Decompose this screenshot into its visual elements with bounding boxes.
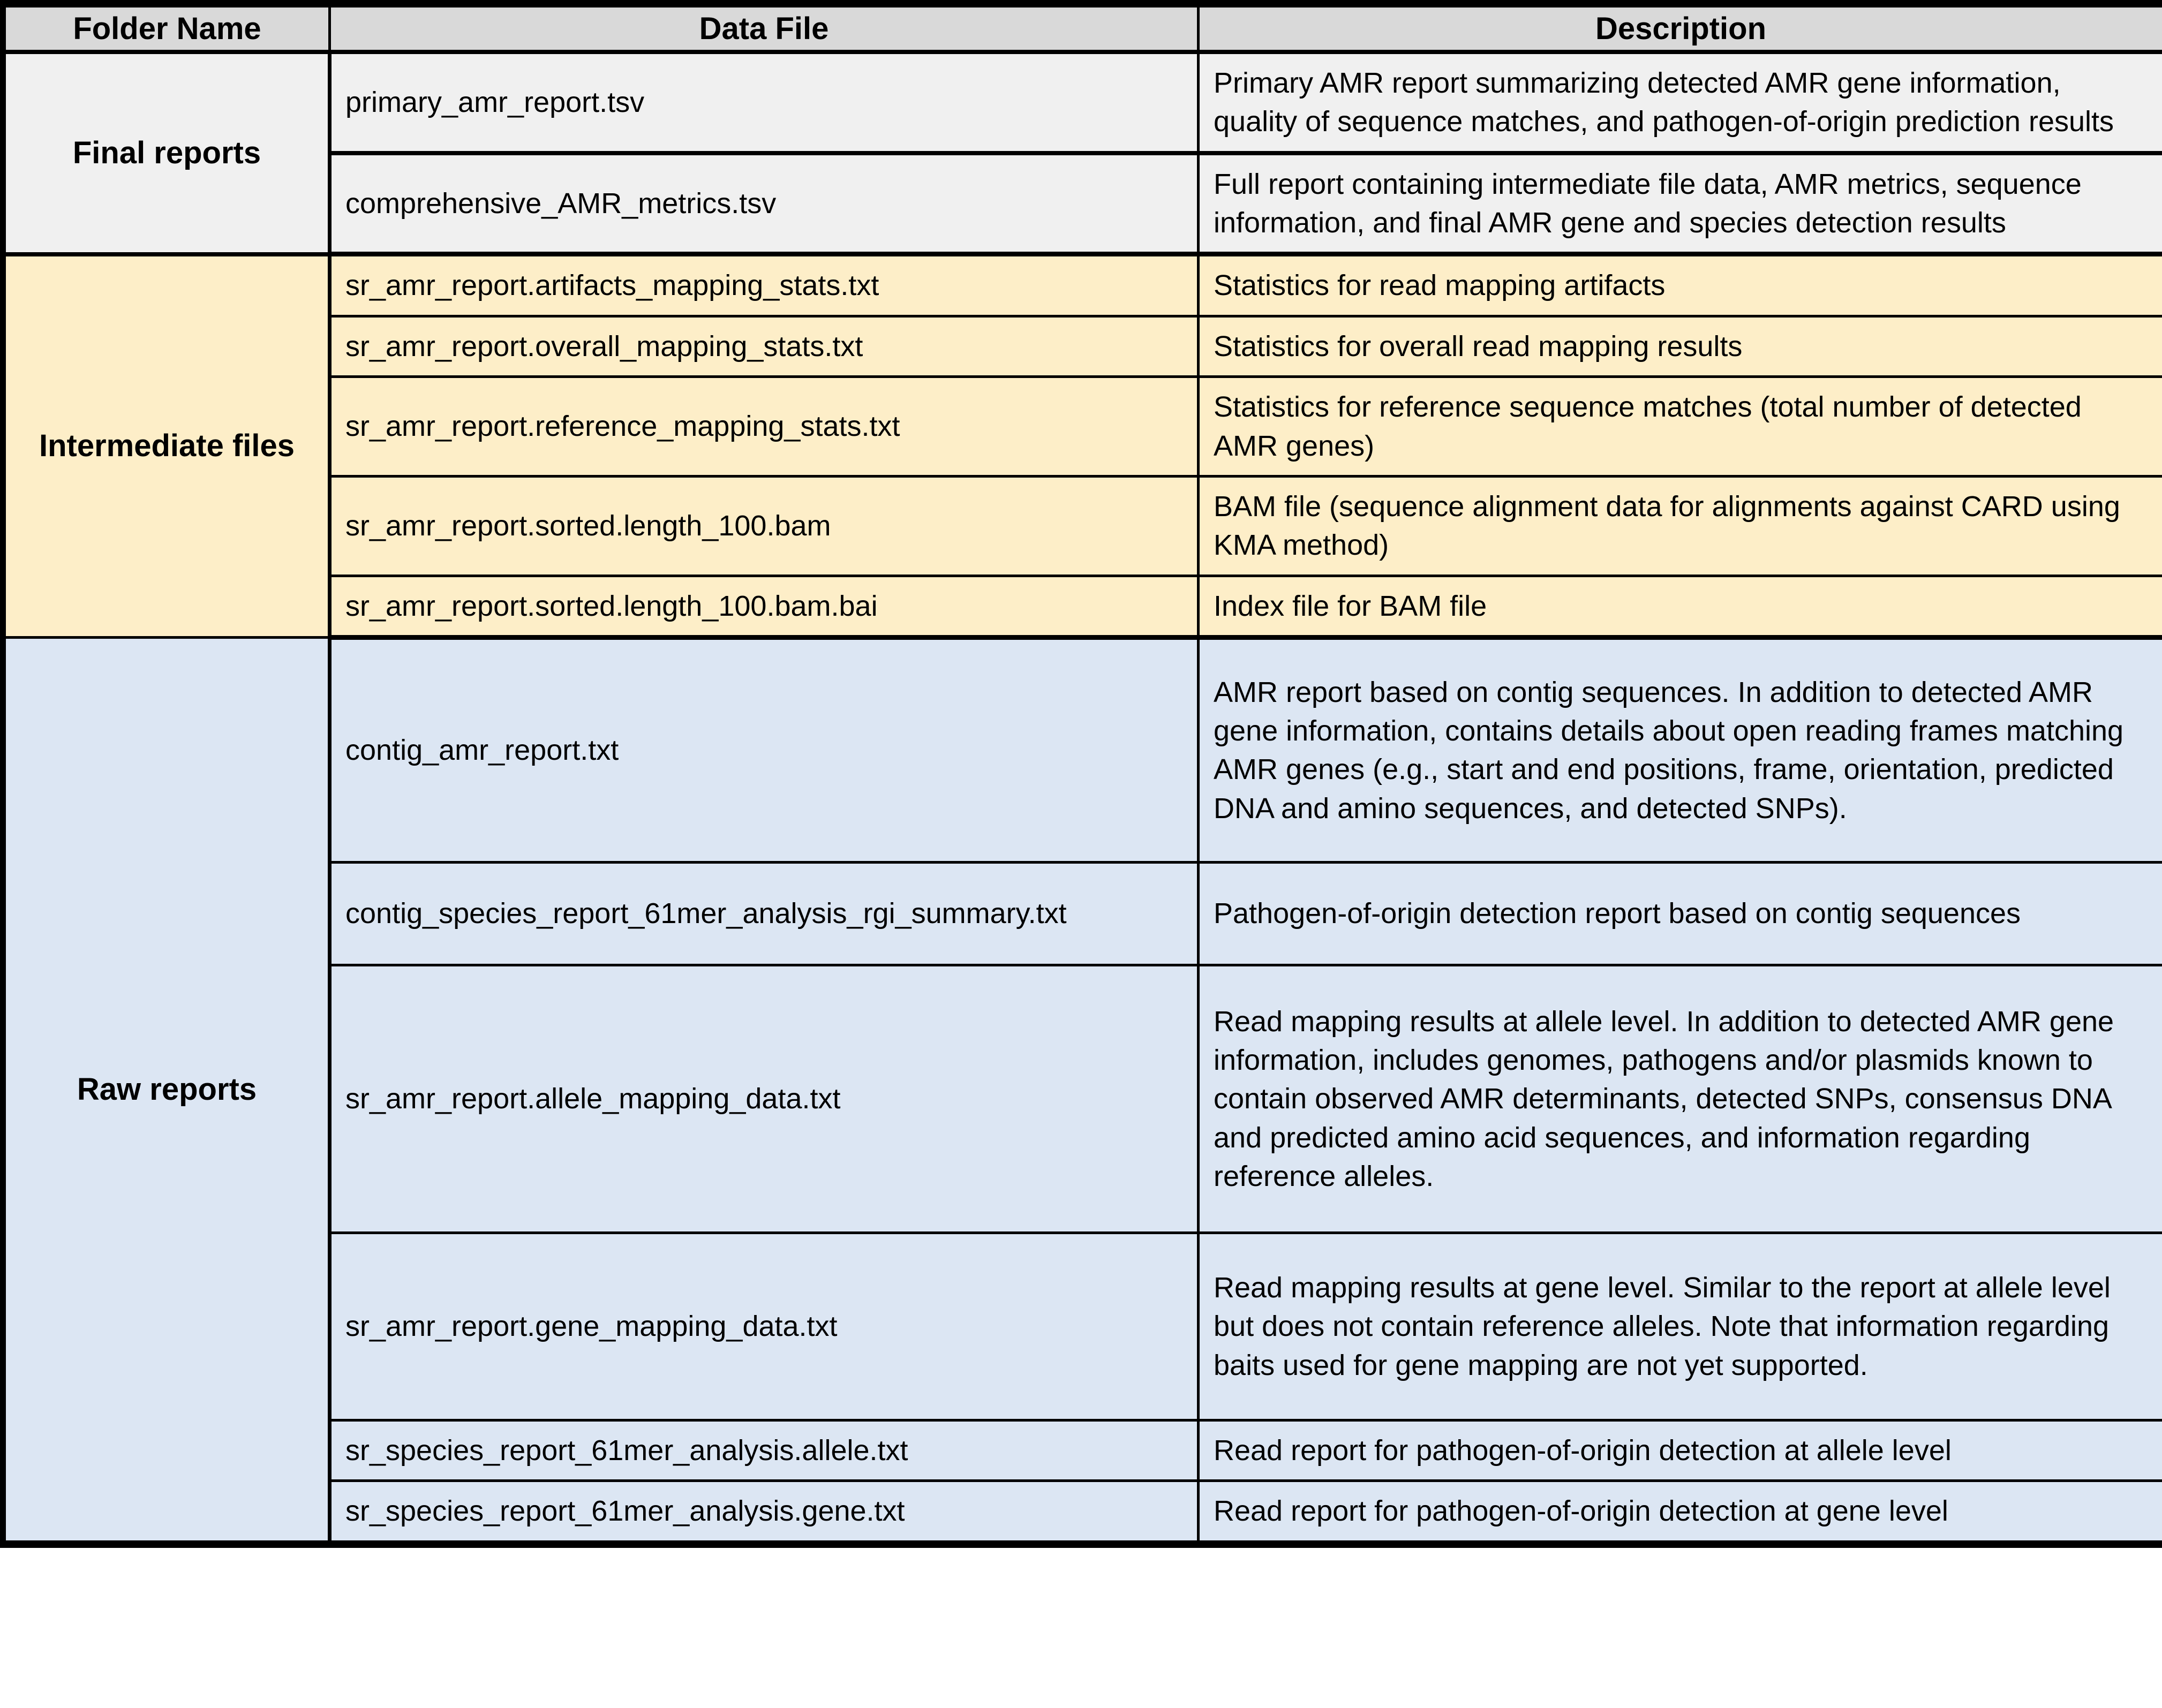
data-file-description: Primary AMR report summarizing detected AMR gene information, quality of sequence matches, and pathogen-of-origin prediction results [1199,52,2162,153]
data-file-name: sr_amr_report.reference_mapping_stats.txt [330,377,1199,477]
table-row [3,254,2162,316]
data-file-description: BAM file (sequence alignment data for alignments against CARD using KMA method) [1199,476,2162,576]
data-file-description: Full report containing intermediate file data, AMR metrics, sequence information, and final AMR gene and species detection results [1199,153,2162,254]
table-row [3,52,2162,153]
table-header-row [3,4,2162,52]
folder-name-final-reports: Final reports [3,52,330,254]
data-file-name: sr_amr_report.allele_mapping_data.txt [330,965,1199,1233]
data-file-name: sr_amr_report.overall_mapping_stats.txt [330,316,1199,376]
data-file-name: sr_species_report_61mer_analysis.allele.txt [330,1420,1199,1480]
data-file-name: comprehensive_AMR_metrics.tsv [330,153,1199,254]
column-header-description: Description [1199,4,2162,52]
data-file-description: Read mapping results at gene level. Similar to the report at allele level but does not contain reference alleles. Note that information regarding baits used for gene mapping are not yet supported. [1199,1233,2162,1420]
table-row [3,637,2162,862]
data-file-description: Read report for pathogen-of-origin detection at allele level [1199,1420,2162,1480]
table-header [3,4,2162,52]
folder-name-intermediate-files: Intermediate files [3,254,330,638]
column-header-folder-name: Folder Name [3,4,330,52]
data-file-description: Index file for BAM file [1199,576,2162,637]
data-file-name: sr_amr_report.sorted.length_100.bam [330,476,1199,576]
data-file-name: primary_amr_report.tsv [330,52,1199,153]
data-file-description: Statistics for overall read mapping results [1199,316,2162,376]
data-file-name: sr_amr_report.sorted.length_100.bam.bai [330,576,1199,637]
data-file-name: contig_species_report_61mer_analysis_rgi_summary.txt [330,862,1199,965]
data-file-name: contig_amr_report.txt [330,637,1199,862]
data-file-name: sr_species_report_61mer_analysis.gene.txt [330,1481,1199,1544]
data-file-description: Statistics for read mapping artifacts [1199,254,2162,316]
data-file-name: sr_amr_report.gene_mapping_data.txt [330,1233,1199,1420]
table-body [3,52,2162,1544]
data-file-description: AMR report based on contig sequences. In addition to detected AMR gene information, contains details about open reading frames matching AMR genes (e.g., start and end positions, frame, orientation, predicted DNA and amino sequences, and detected SNPs). [1199,637,2162,862]
data-file-description: Read report for pathogen-of-origin detection at gene level [1199,1481,2162,1544]
data-file-description: Read mapping results at allele level. In addition to detected AMR gene information, includes genomes, pathogens and/or plasmids known to contain observed AMR determinants, detected SNPs, consensus DNA and predicted amino acid sequences, and information regarding reference alleles. [1199,965,2162,1233]
column-header-data-file: Data File [330,4,1199,52]
data-file-description: Statistics for reference sequence matches (total number of detected AMR genes) [1199,377,2162,477]
data-file-description: Pathogen-of-origin detection report based on contig sequences [1199,862,2162,965]
folder-name-raw-reports: Raw reports [3,637,330,1544]
data-file-name: sr_amr_report.artifacts_mapping_stats.txt [330,254,1199,316]
